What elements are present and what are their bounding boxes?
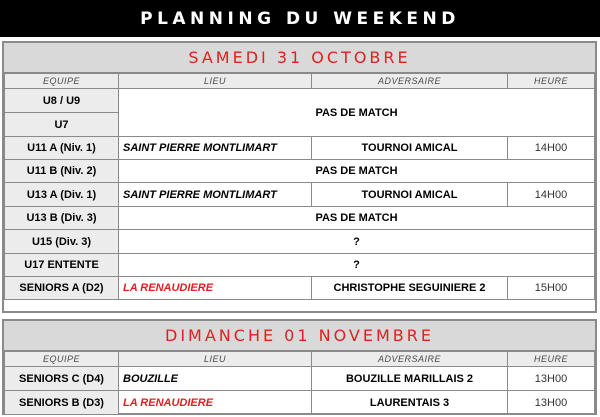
- team-cell: U8 / U9: [5, 89, 119, 113]
- col-header-equipe: EQUIPE: [5, 74, 119, 89]
- sunday-table: [4, 351, 595, 415]
- sunday-section: [2, 319, 597, 415]
- heure-cell: 13H00: [508, 391, 595, 415]
- team-cell: SENIORS C (D4): [5, 367, 119, 391]
- table-row: [5, 230, 595, 254]
- adversaire-cell: CHRISTOPHE SEGUINIERE 2: [312, 277, 508, 300]
- table-row: [5, 254, 595, 277]
- day-heading-saturday: SAMEDI 31 OCTOBRE: [4, 43, 595, 73]
- table-row: [5, 183, 595, 207]
- col-header-lieu: LIEU: [119, 352, 312, 367]
- lieu-cell: BOUZILLE: [119, 367, 312, 391]
- note-cell: PAS DE MATCH: [119, 89, 595, 137]
- team-cell: U11 A (Niv. 1): [5, 137, 119, 160]
- page-title: PLANNING DU WEEKEND: [0, 0, 600, 37]
- adversaire-cell: TOURNOI AMICAL: [312, 183, 508, 207]
- team-cell: SENIORS B (D3): [5, 391, 119, 415]
- heure-cell: 14H00: [508, 183, 595, 207]
- col-header-lieu: LIEU: [119, 74, 312, 89]
- team-cell: U7: [5, 113, 119, 137]
- day-heading-sunday: DIMANCHE 01 NOVEMBRE: [4, 321, 595, 351]
- team-cell: U15 (Div. 3): [5, 230, 119, 254]
- col-header-adversaire: ADVERSAIRE: [312, 352, 508, 367]
- table-row: [5, 367, 595, 391]
- lieu-cell: SAINT PIERRE MONTLIMART: [119, 183, 312, 207]
- adversaire-cell: TOURNOI AMICAL: [312, 137, 508, 160]
- team-cell: U13 B (Div. 3): [5, 207, 119, 230]
- saturday-table: [4, 73, 595, 300]
- saturday-section: [2, 41, 597, 313]
- team-cell: U13 A (Div. 1): [5, 183, 119, 207]
- heure-cell: 14H00: [508, 137, 595, 160]
- team-cell: U11 B (Niv. 2): [5, 160, 119, 183]
- adversaire-cell: BOUZILLE MARILLAIS 2: [312, 367, 508, 391]
- col-header-adversaire: ADVERSAIRE: [312, 74, 508, 89]
- col-header-equipe: EQUIPE: [5, 352, 119, 367]
- lieu-cell: LA RENAUDIERE: [119, 277, 312, 300]
- adversaire-cell: LAURENTAIS 3: [312, 391, 508, 415]
- heure-cell: 15H00: [508, 277, 595, 300]
- col-header-heure: HEURE: [508, 74, 595, 89]
- note-cell: PAS DE MATCH: [119, 207, 595, 230]
- heure-cell: 13H00: [508, 367, 595, 391]
- note-cell: ?: [119, 254, 595, 277]
- col-header-heure: HEURE: [508, 352, 595, 367]
- table-row: [5, 277, 595, 300]
- table-row: [5, 391, 595, 415]
- lieu-cell: LA RENAUDIERE: [119, 391, 312, 415]
- table-row: [5, 207, 595, 230]
- lieu-cell: SAINT PIERRE MONTLIMART: [119, 137, 312, 160]
- table-row: [5, 160, 595, 183]
- team-cell: U17 ENTENTE: [5, 254, 119, 277]
- table-row: [5, 89, 595, 113]
- table-row: [5, 137, 595, 160]
- note-cell: ?: [119, 230, 595, 254]
- note-cell: PAS DE MATCH: [119, 160, 595, 183]
- team-cell: SENIORS A (D2): [5, 277, 119, 300]
